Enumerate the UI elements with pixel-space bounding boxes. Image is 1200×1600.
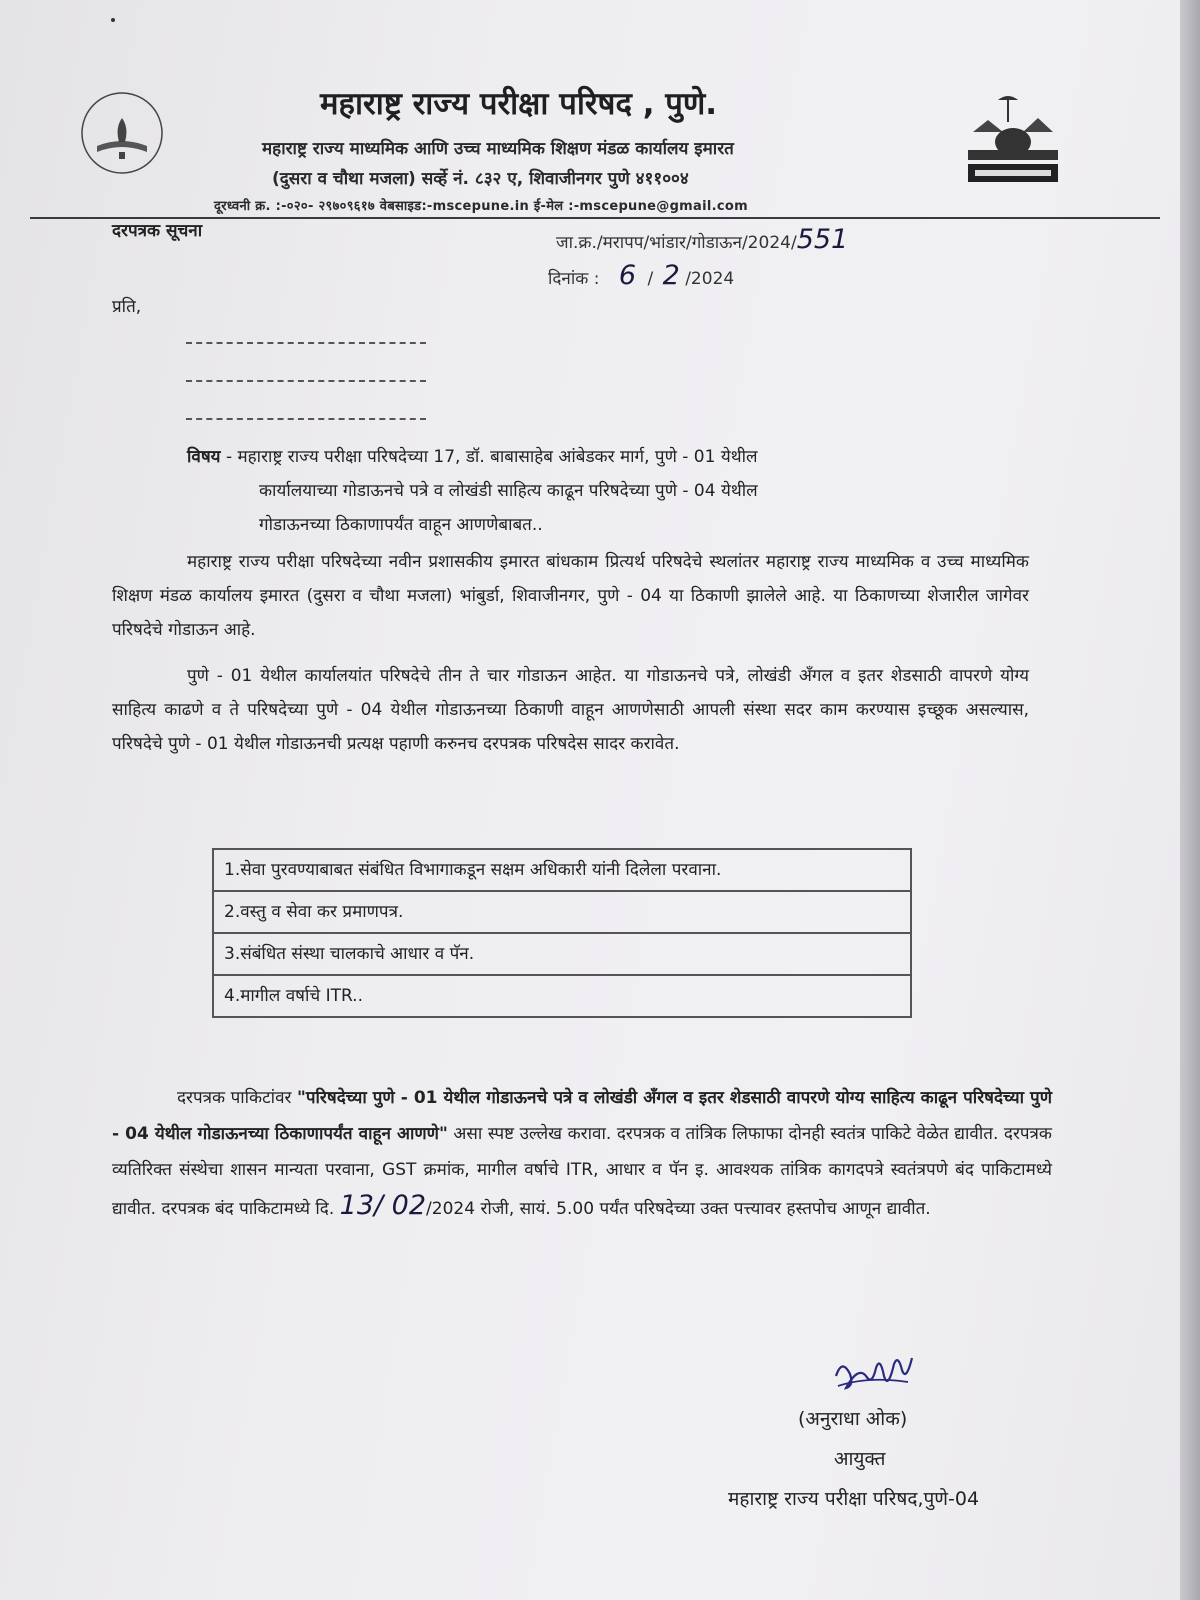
closing-bold-instruction: "परिषदेच्या पुणे - 01 येथील गोडाऊनचे पत्रे व लोखंडी अँगल व इतर शेडसाठी वापरणे योग्य साहित्य काढून परिषदेच्या पुणे - 04 येथील गोडाऊनच्या ठिकाणापर्यंत वाहून आणणे" xyxy=(112,1088,1052,1144)
requirements-table xyxy=(212,848,912,1018)
table-row xyxy=(213,849,911,891)
recipient-label: प्रति, xyxy=(112,297,142,317)
closing-intro: दरपत्रक पाकिटांवर xyxy=(177,1088,298,1108)
recipient-blank-line-1 xyxy=(186,342,426,344)
requirement-2: 2.वस्तु व सेवा कर प्रमाणपत्र. xyxy=(213,891,911,933)
emblem-logo xyxy=(953,92,1073,192)
reference-prefix: जा.क्र./मरापप/भांडार/गोडाऊन/2024/ xyxy=(556,233,797,253)
date-year: /2024 xyxy=(685,269,735,289)
header-address-line-1: महाराष्ट्र राज्य माध्यमिक आणि उच्च माध्यमिक शिक्षण मंडळ कार्यालय इमारत xyxy=(262,139,734,159)
recipient-blank-line-2 xyxy=(186,380,426,382)
organization-title: महाराष्ट्र राज्य परीक्षा परिषद , पुणे. xyxy=(320,86,718,122)
header-contact-line: दूरध्वनी क्र. :-०२०- २९७०९६१७ वेबसाइड:-mscepune.in ई-मेल :-mscepune@gmail.com xyxy=(214,199,748,214)
page-edge-shadow xyxy=(1180,0,1200,1600)
signatory-name: (अनुराधा ओक) xyxy=(798,1408,908,1430)
signature-mark xyxy=(828,1346,918,1396)
requirement-3: 3.संबंधित संस्था चालकाचे आधार व पॅन. xyxy=(213,933,911,975)
header-address-line-2: (दुसरा व चौथा मजला) सर्व्हे नं. ८३२ ए, शिवाजीनगर पुणे ४११००४ xyxy=(272,169,689,189)
subject-block xyxy=(187,440,987,542)
requirement-4: 4.मागील वर्षाचे ITR.. xyxy=(213,975,911,1017)
requirement-1: 1.सेवा पुरवण्याबाबत संबंधित विभागाकडून सक्षम अधिकारी यांनी दिलेला परवाना. xyxy=(213,849,911,891)
table-row xyxy=(213,975,911,1017)
body-paragraph-1: महाराष्ट्र राज्य परीक्षा परिषदेच्या नवीन प्रशासकीय इमारत बांधकाम प्रित्यर्थ परिषदेचे स्थलांतर महाराष्ट्र राज्य माध्यमिक व उच्च माध्यमिक शिक्षण मंडळ कार्यालय इमारत (दुसरा व चौथा मजला) भांबुर्डा, शिवाजीनगर, पुणे - 04 या ठिकाणी झालेले आहे. या ठिकाणच्या शेजारील जागेवर परिषदेचे गोडाऊन आहे. xyxy=(112,552,1029,640)
table-row xyxy=(213,891,911,933)
closing-paragraph xyxy=(112,1080,1052,1227)
subject-line-2: कार्यालयाच्या गोडाऊनचे पत्रे व लोखंडी साहित्य काढून परिषदेच्या पुणे - 04 येथील xyxy=(259,481,758,501)
reference-number xyxy=(556,224,848,255)
council-logo xyxy=(75,88,170,178)
date-month: 2 xyxy=(662,260,680,291)
subject-label: विषय xyxy=(187,447,221,467)
recipient-blank-line-3 xyxy=(186,418,426,420)
notice-date: दिनांक : 6 / 2 /2024 xyxy=(548,260,735,291)
deadline-day: 13 xyxy=(339,1190,374,1221)
date-day: 6 xyxy=(618,260,637,291)
ink-dot xyxy=(111,18,115,22)
subject-line-1: - महाराष्ट्र राज्य परीक्षा परिषदेच्या 17, डॉ. बाबासाहेब आंबेडकर मार्ग, पुणे - 01 येथील xyxy=(220,447,758,467)
deadline-month: / 02 xyxy=(374,1190,427,1221)
date-label: दिनांक : xyxy=(548,269,600,289)
signatory-office: महाराष्ट्र राज्य परीक्षा परिषद,पुणे-04 xyxy=(728,1488,980,1510)
table-row xyxy=(213,933,911,975)
deadline-rest: /2024 रोजी, सायं. 5.00 पर्यंत परिषदेच्या उक्त पत्त्यावर हस्तपोच आणून द्यावीत. xyxy=(426,1199,931,1219)
signatory-designation: आयुक्त xyxy=(834,1448,886,1470)
subject-line-3: गोडाऊनच्या ठिकाणापर्यंत वाहून आणणेबाबत.. xyxy=(259,515,543,535)
reference-handwritten-number: 551 xyxy=(796,224,849,255)
body-paragraph-2: पुणे - 01 येथील कार्यालयांत परिषदेचे तीन ते चार गोडाऊन आहेत. या गोडाऊनचे पत्रे, लोखंडी अँगल व इतर शेडसाठी वापरणे योग्य साहित्य काढणे व ते परिषदेच्या पुणे - 04 येथील गोडाऊनच्या ठिकाणी वाहून आणणेसाठी आपली संस्था सदर काम करण्यास इच्छूक असल्यास, परिषदेचे पुणे - 01 येथील गोडाऊनची प्रत्यक्ष पहाणी करुनच दरपत्रक परिषदेस सादर करावेत. xyxy=(112,666,1029,754)
notice-title: दरपत्रक सूचना xyxy=(112,221,203,241)
closing-text: असा स्पष्ट उल्लेख करावा. दरपत्रक व तांत्रिक लिफाफा दोनही स्वतंत्र पाकिटे वेळेत द्यावीत. दरपत्रक व्यतिरिक्त संस्थेचा शासन मान्यता परवाना, GST क्रमांक, मागील वर्षाचे ITR, आधार व पॅन इ. आवश्यक तांत्रिक कागदपत्रे स्वतंत्रपणे बंद पाकिटामध्ये द्यावीत. दरपत्रक बंद पाकिटामध्ये दि. xyxy=(112,1124,1052,1219)
